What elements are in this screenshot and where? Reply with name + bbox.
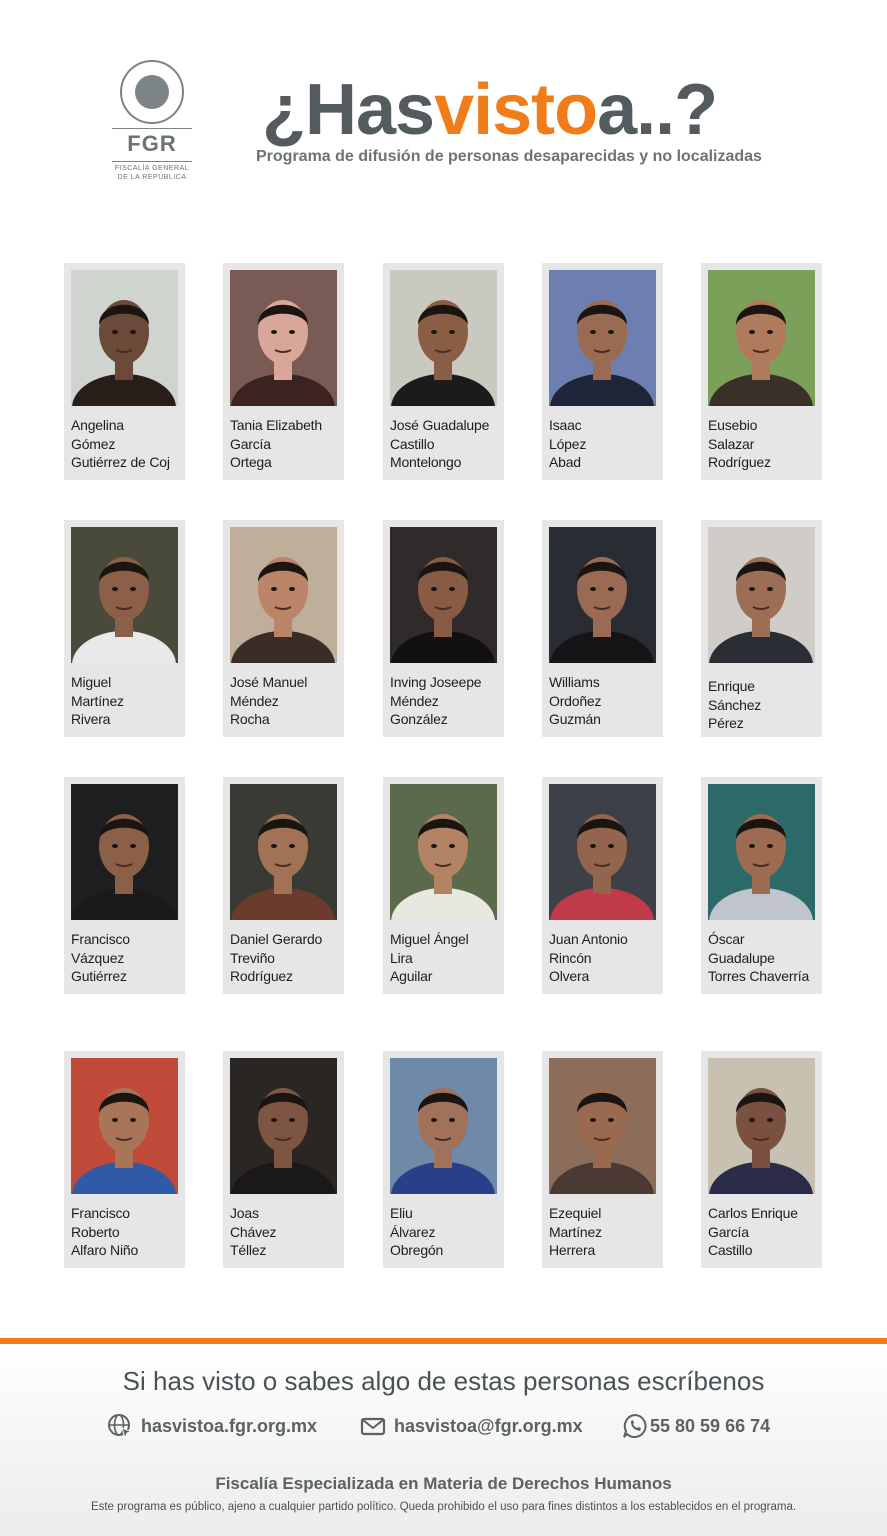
person-card (383, 520, 504, 737)
person-name-line: Téllez (230, 1242, 267, 1258)
person-name-line: José Manuel (230, 674, 308, 690)
person-photo (390, 1058, 497, 1194)
person-name-line: Aguilar (390, 968, 433, 984)
person-card (223, 263, 344, 480)
person-name (71, 930, 183, 986)
person-card (64, 263, 185, 480)
person-name (71, 1204, 183, 1260)
program-subtitle: Programa de difusión de personas desaparecidas y no localizadas (256, 148, 762, 165)
person-photo (549, 784, 656, 920)
person-card (64, 520, 185, 737)
person-photo (71, 784, 178, 920)
office-name: Fiscalía Especializada en Materia de Derechos Humanos (215, 1474, 672, 1493)
person-name (390, 930, 502, 986)
person-name-line: Ezequiel (549, 1205, 602, 1221)
person-photo (71, 1058, 178, 1194)
person-name-line: Olvera (549, 968, 590, 984)
person-name-line: Daniel Gerardo (230, 931, 323, 947)
person-name-line: Méndez (390, 692, 439, 709)
person-name-line: López (549, 435, 587, 452)
person-card (542, 777, 663, 994)
person-photo (71, 270, 178, 406)
person-card (701, 520, 822, 737)
person-card (383, 777, 504, 994)
person-name-line: Alfaro Niño (71, 1242, 139, 1258)
person-name-line: Miguel Ángel (390, 931, 469, 947)
person-name-line: Gómez (71, 435, 116, 452)
person-card (383, 263, 504, 480)
whatsapp-icon (622, 1413, 648, 1439)
person-name (230, 1204, 342, 1260)
person-name-line: Torres Chaverría (708, 968, 810, 984)
person-name (230, 673, 342, 729)
person-name-line: Herrera (549, 1242, 596, 1258)
person-name-line: García (708, 1223, 749, 1240)
person-photo (390, 527, 497, 663)
person-name (230, 416, 342, 472)
person-name-line: Miguel (71, 674, 112, 690)
person-card (542, 1051, 663, 1268)
person-name-line: Óscar (708, 931, 745, 947)
person-name-line: Enrique (708, 678, 755, 694)
person-name-line: Castillo (390, 435, 435, 452)
person-name-line: Salazar (708, 435, 755, 452)
person-name-line: Williams (549, 674, 600, 690)
website-link[interactable]: hasvistoa.fgr.org.mx (141, 1415, 318, 1436)
title-part3: a..? (597, 70, 718, 150)
person-name-line: Francisco (71, 931, 130, 947)
person-name-line: Isaac (549, 417, 582, 433)
person-photo (708, 270, 815, 406)
person-name (71, 416, 183, 472)
person-photo (708, 784, 815, 920)
envelope-icon (360, 1413, 386, 1439)
person-name-line: Rodríguez (708, 454, 771, 470)
person-card (701, 263, 822, 480)
person-card (542, 520, 663, 737)
org-name-line2: DE LA REPÚBLICA (117, 174, 187, 181)
person-name-line: Lira (390, 949, 413, 966)
person-name-line: Rodríguez (230, 968, 293, 984)
person-name-line: Carlos Enrique (708, 1205, 798, 1221)
person-photo (390, 784, 497, 920)
person-name-line: Martínez (549, 1223, 602, 1240)
fgr-logo (112, 60, 192, 182)
person-name-line: Rocha (230, 711, 270, 727)
person-name (549, 1204, 661, 1260)
person-photo (230, 527, 337, 663)
person-name (549, 673, 661, 729)
phone-contact[interactable] (622, 1411, 770, 1441)
website-contact[interactable] (107, 1411, 317, 1441)
person-name-line: Chávez (230, 1223, 277, 1240)
person-photo (390, 270, 497, 406)
email-contact[interactable] (360, 1411, 583, 1441)
person-name-line: Abad (549, 454, 581, 470)
org-acronym: FGR (127, 131, 177, 156)
person-name (71, 673, 183, 729)
person-name-line: Pérez (708, 715, 744, 731)
person-card (542, 263, 663, 480)
person-name (708, 416, 820, 472)
person-name-line: Álvarez (390, 1223, 436, 1240)
person-name-line: Vázquez (71, 949, 125, 966)
person-name-line: Juan Antonio (549, 931, 628, 947)
person-name-line: Angelina (71, 417, 124, 433)
person-name (390, 1204, 502, 1260)
call-to-action: Si has visto o sabes algo de estas personas escríbenos (122, 1366, 765, 1396)
person-name (708, 1204, 820, 1260)
person-name-line: Montelongo (390, 454, 462, 470)
person-photo (549, 270, 656, 406)
person-card (223, 520, 344, 737)
header (0, 0, 887, 200)
person-name-line: Gutiérrez (71, 968, 127, 984)
person-name-line: Martínez (71, 692, 124, 709)
org-name-line1: FISCALÍA GENERAL (114, 165, 190, 172)
title-part1: ¿Has (262, 70, 435, 150)
person-name-line: Ordoñez (549, 692, 602, 709)
person-name-line: Inving Joseepe (390, 674, 482, 690)
person-name-line: Castillo (708, 1242, 753, 1258)
person-name (549, 930, 661, 986)
person-name-line: Treviño (230, 949, 275, 966)
person-card (701, 1051, 822, 1268)
person-card (64, 1051, 185, 1268)
person-card (223, 1051, 344, 1268)
person-name-line: Gutiérrez de Coj (71, 454, 170, 470)
person-photo (708, 527, 815, 663)
person-photo (230, 270, 337, 406)
person-name (549, 416, 661, 472)
person-name-line: Eusebio (708, 417, 758, 433)
person-name (390, 673, 502, 729)
person-name (708, 677, 820, 733)
person-name-line: Joas (230, 1205, 259, 1221)
person-name (230, 930, 342, 986)
person-photo (708, 1058, 815, 1194)
person-name-line: Guzmán (549, 711, 601, 727)
person-name (390, 416, 502, 472)
person-name-line: Rivera (71, 711, 111, 727)
national-seal-icon (120, 60, 184, 124)
person-name-line: Tania Elizabeth (230, 417, 322, 433)
person-photo (549, 1058, 656, 1194)
person-photo (230, 1058, 337, 1194)
person-name-line: Sánchez (708, 696, 762, 713)
program-title (262, 70, 717, 150)
person-name-line: Guadalupe (708, 949, 775, 966)
person-name-line: Méndez (230, 692, 279, 709)
person-name-line: González (390, 711, 448, 727)
person-photo (549, 527, 656, 663)
person-name-line: Ortega (230, 454, 272, 470)
person-card (223, 777, 344, 994)
person-name-line: Rincón (549, 949, 592, 966)
person-card (383, 1051, 504, 1268)
person-name-line: Obregón (390, 1242, 444, 1258)
phone-number[interactable]: 55 80 59 66 74 (650, 1415, 771, 1436)
person-name-line: José Guadalupe (390, 417, 490, 433)
person-name-line: Eliu (390, 1205, 413, 1221)
person-name-line: García (230, 435, 271, 452)
person-name-line: Roberto (71, 1223, 120, 1240)
person-photo (71, 527, 178, 663)
disclaimer: Este programa es público, ajeno a cualquier partido político. Queda prohibido el uso para fines distintos a los establecidos en el programa. (90, 1501, 797, 1513)
globe-cursor-icon (107, 1413, 133, 1439)
person-name (708, 930, 820, 986)
person-photo (230, 784, 337, 920)
email-link[interactable]: hasvistoa@fgr.org.mx (394, 1415, 583, 1436)
person-name-line: Francisco (71, 1205, 130, 1221)
person-card (701, 777, 822, 994)
person-card (64, 777, 185, 994)
title-part2: visto (434, 70, 598, 150)
